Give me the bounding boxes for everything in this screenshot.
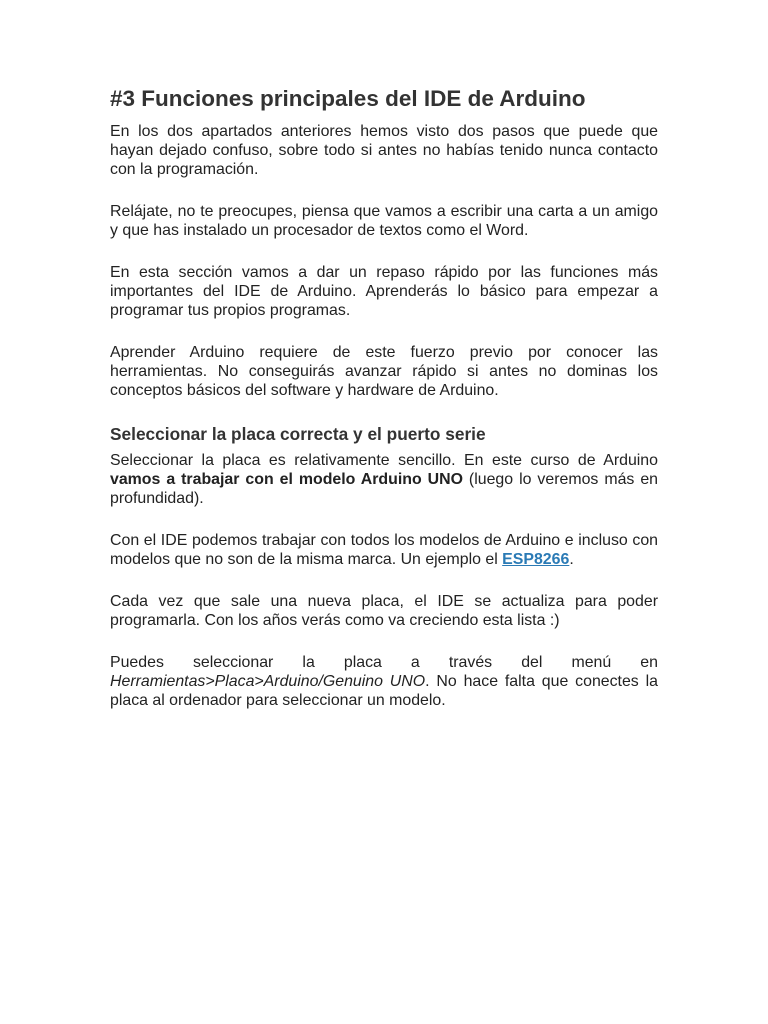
paragraph-text: Seleccionar la placa es relativamente sencillo. En este curso de Arduino <box>110 452 658 469</box>
paragraph-intro-3: En esta sección vamos a dar un repaso rápido por las funciones más importantes del IDE de Arduino. Aprenderás lo básico para empezar a programar tus propios programas. <box>110 264 658 319</box>
paragraph-menu-path <box>110 653 658 710</box>
paragraph-board-selection <box>110 451 658 508</box>
paragraph-text: Con el IDE podemos trabajar con todos los modelos de Arduino e incluso con modelos que no son de la misma marca. Un ejemplo el <box>110 532 658 568</box>
bold-text: vamos a trabajar con el modelo Arduino UNO <box>110 471 463 488</box>
menu-path-text: Herramientas>Placa>Arduino/Genuino UNO <box>110 673 426 690</box>
paragraph-models <box>110 531 658 569</box>
article-title: #3 Funciones principales del IDE de Arduino <box>110 86 586 111</box>
article <box>110 84 658 733</box>
paragraph-intro-2: Relájate, no te preocupes, piensa que vamos a escribir una carta a un amigo y que has instalado un procesador de textos como el Word. <box>110 203 658 239</box>
paragraph-text: . No hace falta que conectes la placa al ordenador para seleccionar un modelo. <box>110 673 658 709</box>
paragraph-intro-4: Aprender Arduino requiere de este fuerzo previo por conocer las herramientas. No conseguirás avanzar rápido si antes no dominas los conceptos básicos del software y hardware de Arduino. <box>110 344 658 399</box>
section-heading: Seleccionar la placa correcta y el puerto serie <box>110 424 486 444</box>
paragraph-text: Puedes seleccionar la placa a través del menú en <box>110 654 658 671</box>
paragraph-new-boards: Cada vez que sale una nueva placa, el IDE se actualiza para poder programarla. Con los años verás como va creciendo esta lista :) <box>110 593 658 629</box>
paragraph-intro-1: En los dos apartados anteriores hemos visto dos pasos que puede que hayan dejado confuso, sobre todo si antes no habías tenido nunca contacto con la programación. <box>110 123 658 178</box>
esp8266-link[interactable]: ESP8266 <box>502 551 570 568</box>
paragraph-text: . <box>569 551 574 568</box>
paragraph-text: (luego lo veremos más en profundidad). <box>110 471 659 507</box>
